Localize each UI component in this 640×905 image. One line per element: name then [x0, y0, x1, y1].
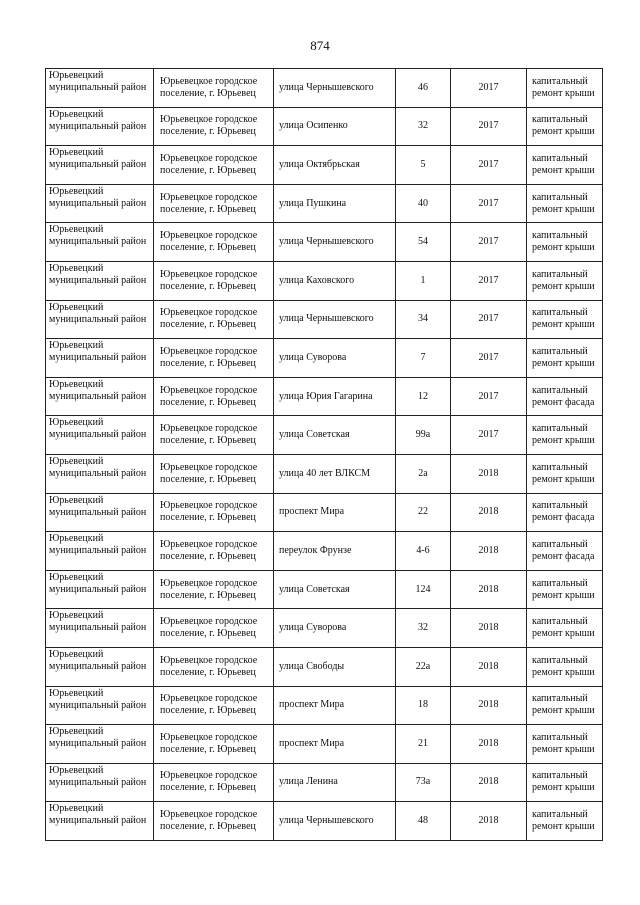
settlement-cell: Юрьевецкое городское поселение, г. Юрьевец: [154, 725, 274, 764]
street-cell: улица Чернышевского: [274, 69, 396, 108]
work-type-cell: капитальный ремонт фасада: [527, 493, 603, 532]
district-cell: Юрьевецкий муниципальный район: [46, 339, 154, 378]
table-row: [46, 570, 603, 609]
year-cell: 2017: [451, 300, 527, 339]
district-cell: Юрьевецкий муниципальный район: [46, 416, 154, 455]
table-row: [46, 377, 603, 416]
street-cell: улица Чернышевского: [274, 300, 396, 339]
district-cell: Юрьевецкий муниципальный район: [46, 763, 154, 802]
year-cell: 2018: [451, 763, 527, 802]
year-cell: 2018: [451, 725, 527, 764]
street-cell: улица Юрия Гагарина: [274, 377, 396, 416]
house-number-cell: 99а: [396, 416, 451, 455]
house-number-cell: 12: [396, 377, 451, 416]
year-cell: 2017: [451, 377, 527, 416]
table-row: [46, 686, 603, 725]
table-row: [46, 609, 603, 648]
year-cell: 2018: [451, 454, 527, 493]
settlement-cell: Юрьевецкое городское поселение, г. Юрьевец: [154, 377, 274, 416]
work-type-cell: капитальный ремонт крыши: [527, 609, 603, 648]
street-cell: улица Пушкина: [274, 184, 396, 223]
district-cell: Юрьевецкий муниципальный район: [46, 647, 154, 686]
year-cell: 2018: [451, 570, 527, 609]
settlement-cell: Юрьевецкое городское поселение, г. Юрьевец: [154, 261, 274, 300]
house-number-cell: 22а: [396, 647, 451, 686]
settlement-cell: Юрьевецкое городское поселение, г. Юрьевец: [154, 570, 274, 609]
district-cell: Юрьевецкий муниципальный район: [46, 261, 154, 300]
year-cell: 2017: [451, 261, 527, 300]
house-number-cell: 124: [396, 570, 451, 609]
settlement-cell: Юрьевецкое городское поселение, г. Юрьевец: [154, 300, 274, 339]
settlement-cell: Юрьевецкое городское поселение, г. Юрьевец: [154, 493, 274, 532]
house-number-cell: 2а: [396, 454, 451, 493]
house-number-cell: 4-6: [396, 532, 451, 571]
work-type-cell: капитальный ремонт крыши: [527, 261, 603, 300]
house-number-cell: 18: [396, 686, 451, 725]
street-cell: улица Чернышевского: [274, 802, 396, 841]
repair-schedule-table: [45, 68, 603, 841]
house-number-cell: 40: [396, 184, 451, 223]
settlement-cell: Юрьевецкое городское поселение, г. Юрьевец: [154, 69, 274, 108]
table-row: [46, 339, 603, 378]
page-number: 874: [310, 38, 330, 53]
year-cell: 2017: [451, 69, 527, 108]
district-cell: Юрьевецкий муниципальный район: [46, 69, 154, 108]
settlement-cell: Юрьевецкое городское поселение, г. Юрьевец: [154, 802, 274, 841]
settlement-cell: Юрьевецкое городское поселение, г. Юрьевец: [154, 647, 274, 686]
work-type-cell: капитальный ремонт крыши: [527, 802, 603, 841]
work-type-cell: капитальный ремонт крыши: [527, 725, 603, 764]
table-row: [46, 146, 603, 185]
house-number-cell: 32: [396, 609, 451, 648]
year-cell: 2017: [451, 223, 527, 262]
street-cell: улица 40 лет ВЛКСМ: [274, 454, 396, 493]
house-number-cell: 7: [396, 339, 451, 378]
table-row: [46, 763, 603, 802]
district-cell: Юрьевецкий муниципальный район: [46, 570, 154, 609]
settlement-cell: Юрьевецкое городское поселение, г. Юрьевец: [154, 223, 274, 262]
work-type-cell: капитальный ремонт крыши: [527, 107, 603, 146]
work-type-cell: капитальный ремонт крыши: [527, 223, 603, 262]
street-cell: проспект Мира: [274, 686, 396, 725]
settlement-cell: Юрьевецкое городское поселение, г. Юрьевец: [154, 609, 274, 648]
year-cell: 2018: [451, 686, 527, 725]
work-type-cell: капитальный ремонт крыши: [527, 454, 603, 493]
settlement-cell: Юрьевецкое городское поселение, г. Юрьевец: [154, 146, 274, 185]
district-cell: Юрьевецкий муниципальный район: [46, 609, 154, 648]
work-type-cell: капитальный ремонт крыши: [527, 184, 603, 223]
house-number-cell: 5: [396, 146, 451, 185]
district-cell: Юрьевецкий муниципальный район: [46, 686, 154, 725]
house-number-cell: 22: [396, 493, 451, 532]
settlement-cell: Юрьевецкое городское поселение, г. Юрьевец: [154, 686, 274, 725]
street-cell: улица Советская: [274, 570, 396, 609]
table-row: [46, 261, 603, 300]
settlement-cell: Юрьевецкое городское поселение, г. Юрьевец: [154, 339, 274, 378]
street-cell: улица Октябрьская: [274, 146, 396, 185]
year-cell: 2018: [451, 532, 527, 571]
house-number-cell: 48: [396, 802, 451, 841]
table-row: [46, 416, 603, 455]
work-type-cell: капитальный ремонт крыши: [527, 339, 603, 378]
year-cell: 2017: [451, 184, 527, 223]
district-cell: Юрьевецкий муниципальный район: [46, 532, 154, 571]
table-row: [46, 802, 603, 841]
year-cell: 2017: [451, 339, 527, 378]
street-cell: проспект Мира: [274, 493, 396, 532]
district-cell: Юрьевецкий муниципальный район: [46, 802, 154, 841]
table-row: [46, 69, 603, 108]
year-cell: 2018: [451, 647, 527, 686]
house-number-cell: 1: [396, 261, 451, 300]
table-row: [46, 107, 603, 146]
work-type-cell: капитальный ремонт фасада: [527, 377, 603, 416]
year-cell: 2017: [451, 416, 527, 455]
district-cell: Юрьевецкий муниципальный район: [46, 377, 154, 416]
house-number-cell: 32: [396, 107, 451, 146]
work-type-cell: капитальный ремонт крыши: [527, 146, 603, 185]
year-cell: 2018: [451, 493, 527, 532]
table-row: [46, 493, 603, 532]
table-row: [46, 184, 603, 223]
table-body: [46, 69, 603, 841]
work-type-cell: капитальный ремонт крыши: [527, 763, 603, 802]
table-row: [46, 725, 603, 764]
table-row: [46, 300, 603, 339]
year-cell: 2018: [451, 802, 527, 841]
work-type-cell: капитальный ремонт крыши: [527, 416, 603, 455]
street-cell: переулок Фрунзе: [274, 532, 396, 571]
street-cell: улица Советская: [274, 416, 396, 455]
settlement-cell: Юрьевецкое городское поселение, г. Юрьевец: [154, 184, 274, 223]
work-type-cell: капитальный ремонт крыши: [527, 647, 603, 686]
house-number-cell: 21: [396, 725, 451, 764]
settlement-cell: Юрьевецкое городское поселение, г. Юрьевец: [154, 416, 274, 455]
street-cell: улица Суворова: [274, 609, 396, 648]
house-number-cell: 34: [396, 300, 451, 339]
street-cell: улица Ленина: [274, 763, 396, 802]
settlement-cell: Юрьевецкое городское поселение, г. Юрьевец: [154, 107, 274, 146]
table-row: [46, 647, 603, 686]
district-cell: Юрьевецкий муниципальный район: [46, 454, 154, 493]
street-cell: улица Осипенко: [274, 107, 396, 146]
work-type-cell: капитальный ремонт крыши: [527, 686, 603, 725]
street-cell: улица Суворова: [274, 339, 396, 378]
street-cell: проспект Мира: [274, 725, 396, 764]
table-row: [46, 454, 603, 493]
year-cell: 2017: [451, 107, 527, 146]
work-type-cell: капитальный ремонт крыши: [527, 69, 603, 108]
settlement-cell: Юрьевецкое городское поселение, г. Юрьевец: [154, 763, 274, 802]
district-cell: Юрьевецкий муниципальный район: [46, 223, 154, 262]
year-cell: 2017: [451, 146, 527, 185]
district-cell: Юрьевецкий муниципальный район: [46, 146, 154, 185]
settlement-cell: Юрьевецкое городское поселение, г. Юрьевец: [154, 454, 274, 493]
house-number-cell: 54: [396, 223, 451, 262]
street-cell: улица Чернышевского: [274, 223, 396, 262]
table-row: [46, 532, 603, 571]
district-cell: Юрьевецкий муниципальный район: [46, 493, 154, 532]
house-number-cell: 73а: [396, 763, 451, 802]
work-type-cell: капитальный ремонт крыши: [527, 300, 603, 339]
year-cell: 2018: [451, 609, 527, 648]
house-number-cell: 46: [396, 69, 451, 108]
street-cell: улица Каховского: [274, 261, 396, 300]
settlement-cell: Юрьевецкое городское поселение, г. Юрьевец: [154, 532, 274, 571]
district-cell: Юрьевецкий муниципальный район: [46, 107, 154, 146]
work-type-cell: капитальный ремонт крыши: [527, 570, 603, 609]
work-type-cell: капитальный ремонт фасада: [527, 532, 603, 571]
district-cell: Юрьевецкий муниципальный район: [46, 184, 154, 223]
district-cell: Юрьевецкий муниципальный район: [46, 300, 154, 339]
district-cell: Юрьевецкий муниципальный район: [46, 725, 154, 764]
street-cell: улица Свободы: [274, 647, 396, 686]
table-row: [46, 223, 603, 262]
